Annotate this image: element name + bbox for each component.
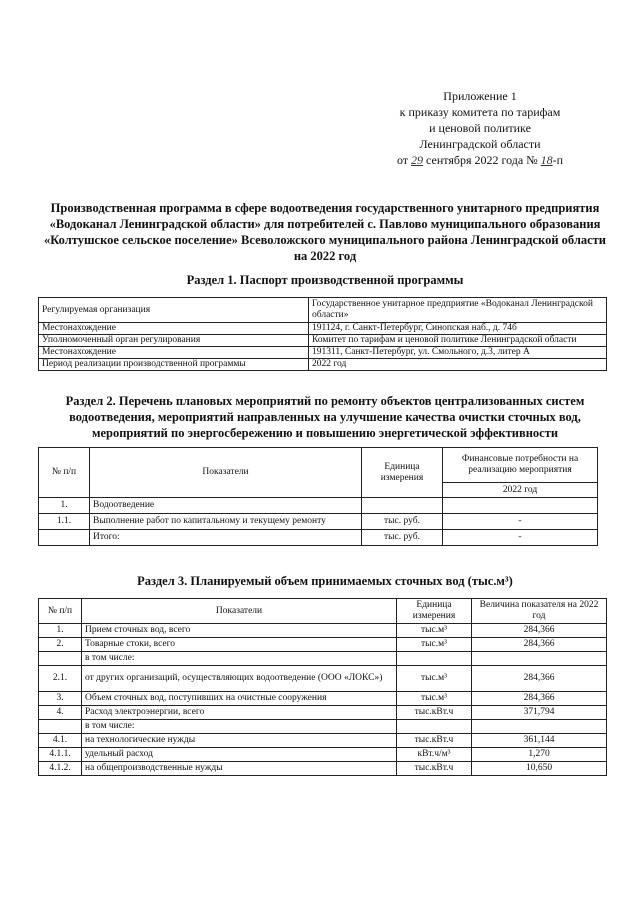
cell-value: 361,144 <box>472 734 607 748</box>
cell-unit: тыс.м³ <box>397 624 472 638</box>
cell-unit: тыс.кВт.ч <box>397 706 472 720</box>
header-value: Величина показателя на 2022 год <box>472 599 607 624</box>
handwritten-day: 29 <box>411 153 424 167</box>
cell-value <box>472 720 607 734</box>
appendix-line: Приложение 1 <box>443 89 517 103</box>
table-row <box>39 514 598 530</box>
cell-value <box>443 498 598 514</box>
passport-value: 2022 год <box>309 359 607 371</box>
passport-value: 191124, г. Санкт-Петербург, Синопская наб., д. 74б <box>309 323 607 335</box>
cell-name: Товарные стоки, всего <box>82 638 397 652</box>
order-date-line: от 29 сентября 2022 года № 18-п <box>396 153 564 167</box>
cell-value: 10,650 <box>472 762 607 776</box>
appendix-line: и ценовой политике <box>429 121 531 135</box>
cell-unit: тыс.кВт.ч <box>397 734 472 748</box>
table-row <box>39 692 607 706</box>
cell-name: Объем сточных вод, поступивших на очистные сооружения <box>82 692 397 706</box>
cell-value: 371,794 <box>472 706 607 720</box>
cell-unit <box>362 498 443 514</box>
table-row <box>39 498 598 514</box>
cell-num <box>39 720 82 734</box>
table-row <box>39 706 607 720</box>
passport-row <box>39 335 607 347</box>
passport-label: Местонахождение <box>39 347 309 359</box>
passport-label: Регулируемая организация <box>39 298 309 323</box>
cell-value <box>472 652 607 666</box>
passport-label: Период реализации производственной программы <box>39 359 309 371</box>
passport-row <box>39 359 607 371</box>
cell-value: - <box>443 514 598 530</box>
header-num: № п/п <box>39 599 82 624</box>
appendix-header <box>370 88 590 168</box>
table-row <box>39 720 607 734</box>
table-row <box>39 666 607 692</box>
table-row <box>39 638 607 652</box>
handwritten-number: 18 <box>540 153 553 167</box>
passport-row <box>39 347 607 359</box>
cell-name: Расход электроэнергии, всего <box>82 706 397 720</box>
header-unit: Единица измерения <box>397 599 472 624</box>
cell-name: в том числе: <box>82 720 397 734</box>
table-row <box>39 652 607 666</box>
appendix-line: к приказу комитета по тарифам <box>399 105 561 119</box>
passport-label: Уполномоченный орган регулирования <box>39 335 309 347</box>
table-row <box>39 530 598 546</box>
section3-title: Раздел 3. Планируемый объем принимаемых сточных вод (тыс.м³) <box>137 574 513 588</box>
cell-name: в том числе: <box>82 652 397 666</box>
cell-value: 284,366 <box>472 666 607 692</box>
cell-num: 3. <box>39 692 82 706</box>
passport-value: Комитет по тарифам и ценовой политике Ленинградской области <box>309 335 607 347</box>
main-title: Производственная программа в сфере водоотведения государственного унитарного предприятия «Водоканал Ленинградской области» для потребителей с. Павлово муниципального образования «Колтушское сельское поселение» Всеволожского муниципального района Ленинградской области на 2022 год <box>43 201 607 263</box>
wastewater-table <box>38 598 607 776</box>
cell-name: Прием сточных вод, всего <box>82 624 397 638</box>
cell-num: 2.1. <box>39 666 82 692</box>
cell-value: 284,366 <box>472 692 607 706</box>
cell-name: на общепроизводственные нужды <box>82 762 397 776</box>
passport-row <box>39 323 607 335</box>
cell-num: 4.1. <box>39 734 82 748</box>
cell-unit: тыс.м³ <box>397 692 472 706</box>
header-indicator: Показатели <box>90 448 362 498</box>
cell-value: 284,366 <box>472 624 607 638</box>
cell-unit: тыс.м³ <box>397 666 472 692</box>
passport-row <box>39 298 607 323</box>
header-indicator: Показатели <box>82 599 397 624</box>
cell-num: 4.1.1. <box>39 748 82 762</box>
header-num: № п/п <box>39 448 90 498</box>
cell-name: Водоотведение <box>90 498 362 514</box>
header-year: 2022 год <box>443 483 598 498</box>
cell-value: - <box>443 530 598 546</box>
cell-unit: кВт.ч/м³ <box>397 748 472 762</box>
cell-num <box>39 530 90 546</box>
cell-name: Итого: <box>90 530 362 546</box>
cell-unit: тыс. руб. <box>362 514 443 530</box>
passport-value: Государственное унитарное предприятие «Водоканал Ленинградской области» <box>309 298 607 323</box>
cell-unit <box>397 720 472 734</box>
cell-num: 1.1. <box>39 514 90 530</box>
cell-num: 4.1.2. <box>39 762 82 776</box>
section1-title: Раздел 1. Паспорт производственной программы <box>186 273 464 287</box>
table-row <box>39 748 607 762</box>
table-row <box>39 624 607 638</box>
cell-name: удельный расход <box>82 748 397 762</box>
cell-unit <box>397 652 472 666</box>
header-unit: Единица измерения <box>362 448 443 498</box>
cell-unit: тыс.м³ <box>397 638 472 652</box>
appendix-line: Ленинградской области <box>419 137 541 151</box>
cell-name: Выполнение работ по капитальному и текущему ремонту <box>90 514 362 530</box>
table-row <box>39 762 607 776</box>
cell-value: 1,270 <box>472 748 607 762</box>
cell-num <box>39 652 82 666</box>
header-finance: Финансовые потребности на реализацию мероприятия <box>443 448 598 483</box>
cell-num: 1. <box>39 498 90 514</box>
cell-num: 2. <box>39 638 82 652</box>
cell-unit: тыс. руб. <box>362 530 443 546</box>
cell-unit: тыс.кВт.ч <box>397 762 472 776</box>
passport-table <box>38 297 607 371</box>
cell-name: от других организаций, осуществляющих водоотведение (ООО «ЛОКС») <box>82 666 397 692</box>
passport-label: Местонахождение <box>39 323 309 335</box>
cell-num: 1. <box>39 624 82 638</box>
cell-name: на технологические нужды <box>82 734 397 748</box>
cell-value: 284,366 <box>472 638 607 652</box>
cell-num: 4. <box>39 706 82 720</box>
passport-value: 191311, Санкт-Петербург, ул. Смольного, д.3, литер А <box>309 347 607 359</box>
measures-table <box>38 447 598 546</box>
section2-title: Раздел 2. Перечень плановых мероприятий по ремонту объектов централизованных систем водоотведения, мероприятий направленных на улучшение качества очистки сточных вод, мероприятий по энергосбережению и повышению энергетической эффективности <box>65 394 585 440</box>
table-row <box>39 734 607 748</box>
